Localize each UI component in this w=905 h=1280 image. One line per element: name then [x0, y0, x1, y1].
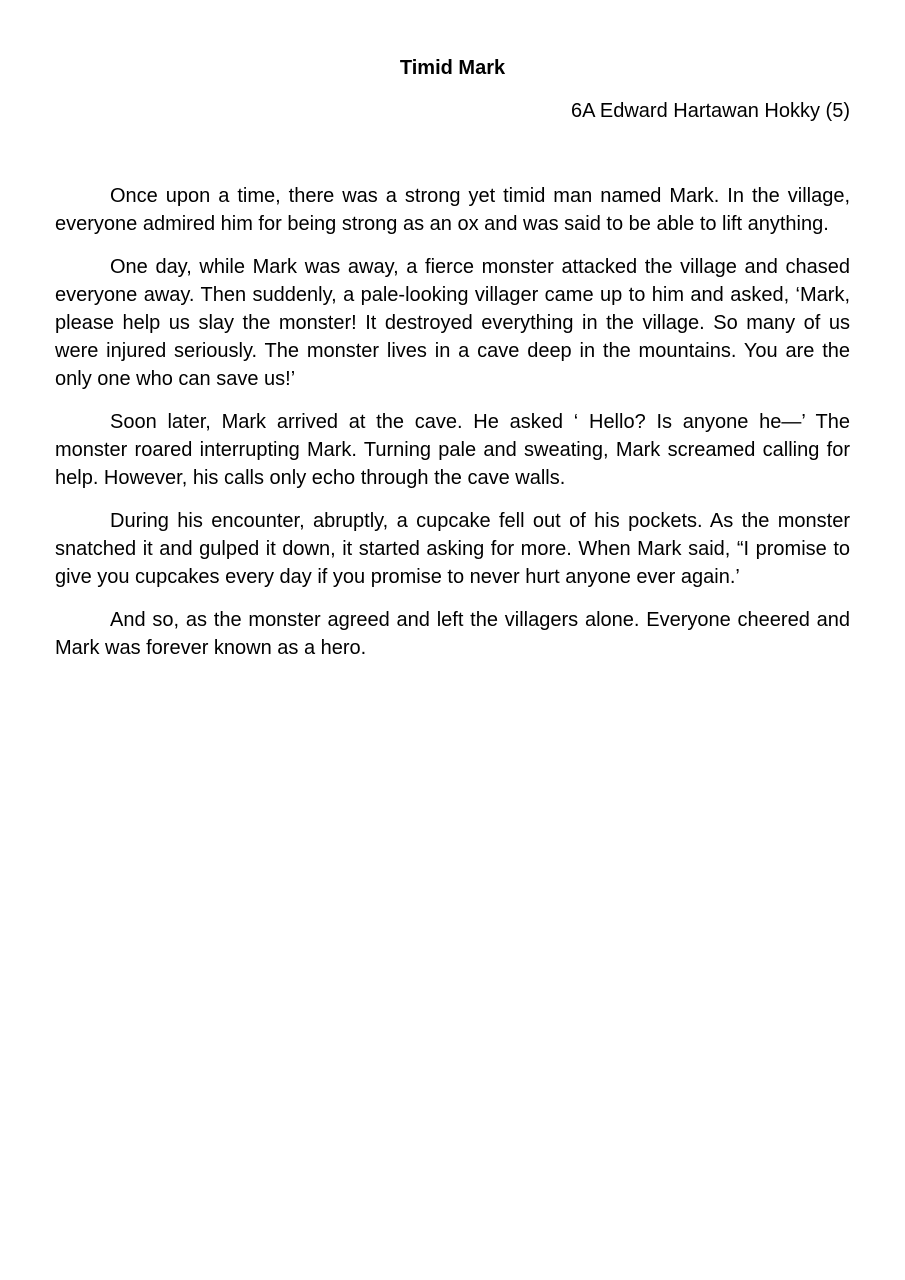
- story-paragraph-4: During his encounter, abruptly, a cupcake fell out of his pockets. As the monster snatched it and gulped it down, it started asking for more. When Mark said, “I promise to give you cupcakes every day if you promise to never hurt anyone ever again.’: [55, 510, 850, 588]
- story-paragraph-2: One day, while Mark was away, a fierce monster attacked the village and chased everyone away. Then suddenly, a pale-looking villager came up to him and asked, ‘Mark, please help us slay the monster! It destroyed everything in the village. So many of us were injured seriously. The monster lives in a cave deep in the mountains. You are the only one who can save us!’: [55, 256, 850, 390]
- story-paragraph-5: And so, as the monster agreed and left the villagers alone. Everyone cheered and Mark was forever known as a hero.: [55, 609, 850, 659]
- document-title: Timid Mark: [399, 57, 506, 79]
- story-body: [55, 182, 850, 677]
- author-line: 6A Edward Hartawan Hokky (5): [570, 100, 850, 122]
- story-paragraph-3: Soon later, Mark arrived at the cave. He asked ‘ Hello? Is anyone he—’ The monster roared interrupting Mark. Turning pale and sweating, Mark screamed calling for help. However, his calls only echo through the cave walls.: [55, 411, 850, 489]
- story-paragraph-1: Once upon a time, there was a strong yet timid man named Mark. In the village, everyone admired him for being strong as an ox and was said to be able to lift anything.: [55, 185, 850, 235]
